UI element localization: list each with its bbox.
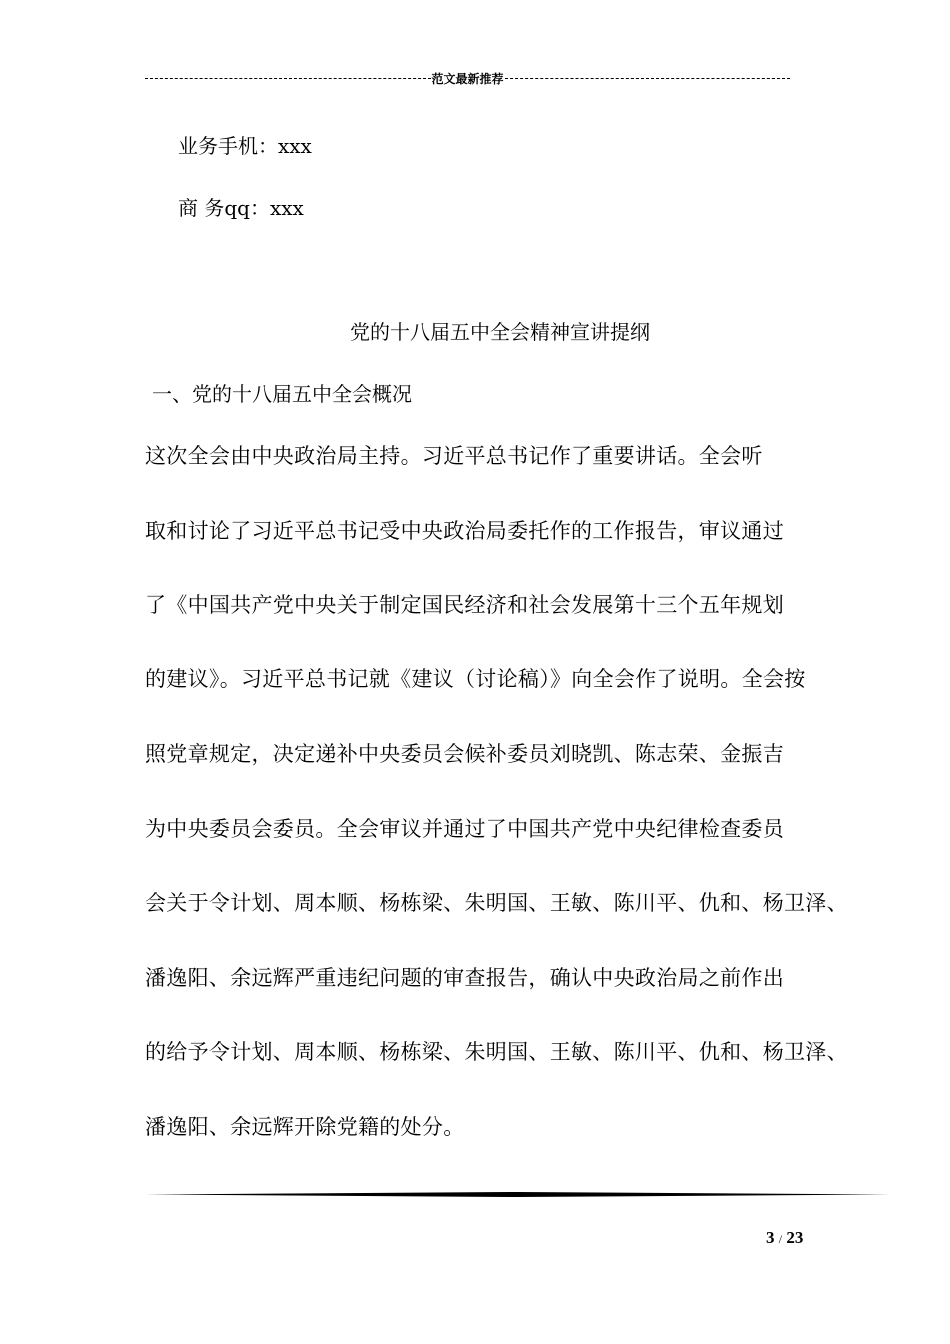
header-dashed-line-right	[505, 78, 791, 79]
page-separator: /	[778, 1232, 783, 1246]
footer-divider	[145, 1192, 890, 1197]
page-number	[766, 1228, 803, 1248]
body-line: 的给予令计划、周本顺、杨栋梁、朱明国、王敏、陈川平、仇和、杨卫泽、	[145, 1040, 848, 1064]
body-line: 为中央委员会委员。全会审议并通过了中国共产党中央纪律检查委员	[145, 817, 784, 841]
page-current: 3	[766, 1228, 775, 1247]
body-line: 潘逸阳、余远辉开除党籍的处分。	[145, 1115, 465, 1139]
body-line: 会关于令计划、周本顺、杨栋梁、朱明国、王敏、陈川平、仇和、杨卫泽、	[145, 891, 848, 915]
contact-qq: 商 务qq：xxx	[178, 196, 304, 220]
document-title: 党的十八届五中全会精神宣讲提纲	[350, 320, 650, 344]
section-heading: 一、党的十八届五中全会概况	[152, 382, 412, 406]
body-line: 取和讨论了习近平总书记受中央政治局委托作的工作报告，审议通过	[145, 519, 784, 543]
body-line: 潘逸阳、余远辉严重违纪问题的审查报告，确认中央政治局之前作出	[145, 966, 784, 990]
body-line: 的建议》。习近平总书记就《建议（讨论稿）》向全会作了说明。全会按	[145, 667, 806, 691]
contact-phone: 业务手机：xxx	[178, 134, 312, 158]
header-dashed-line-left	[145, 78, 431, 79]
header-label: 范文最新推荐	[431, 71, 504, 86]
body-line: 照党章规定，决定递补中央委员会候补委员刘晓凯、陈志荣、金振吉	[145, 742, 784, 766]
body-line: 了《中国共产党中央关于制定国民经济和社会发展第十三个五年规划	[145, 593, 784, 617]
body-line: 这次全会由中央政治局主持。习近平总书记作了重要讲话。全会听	[145, 444, 763, 468]
page-total: 23	[786, 1228, 804, 1247]
page-header	[145, 68, 790, 88]
